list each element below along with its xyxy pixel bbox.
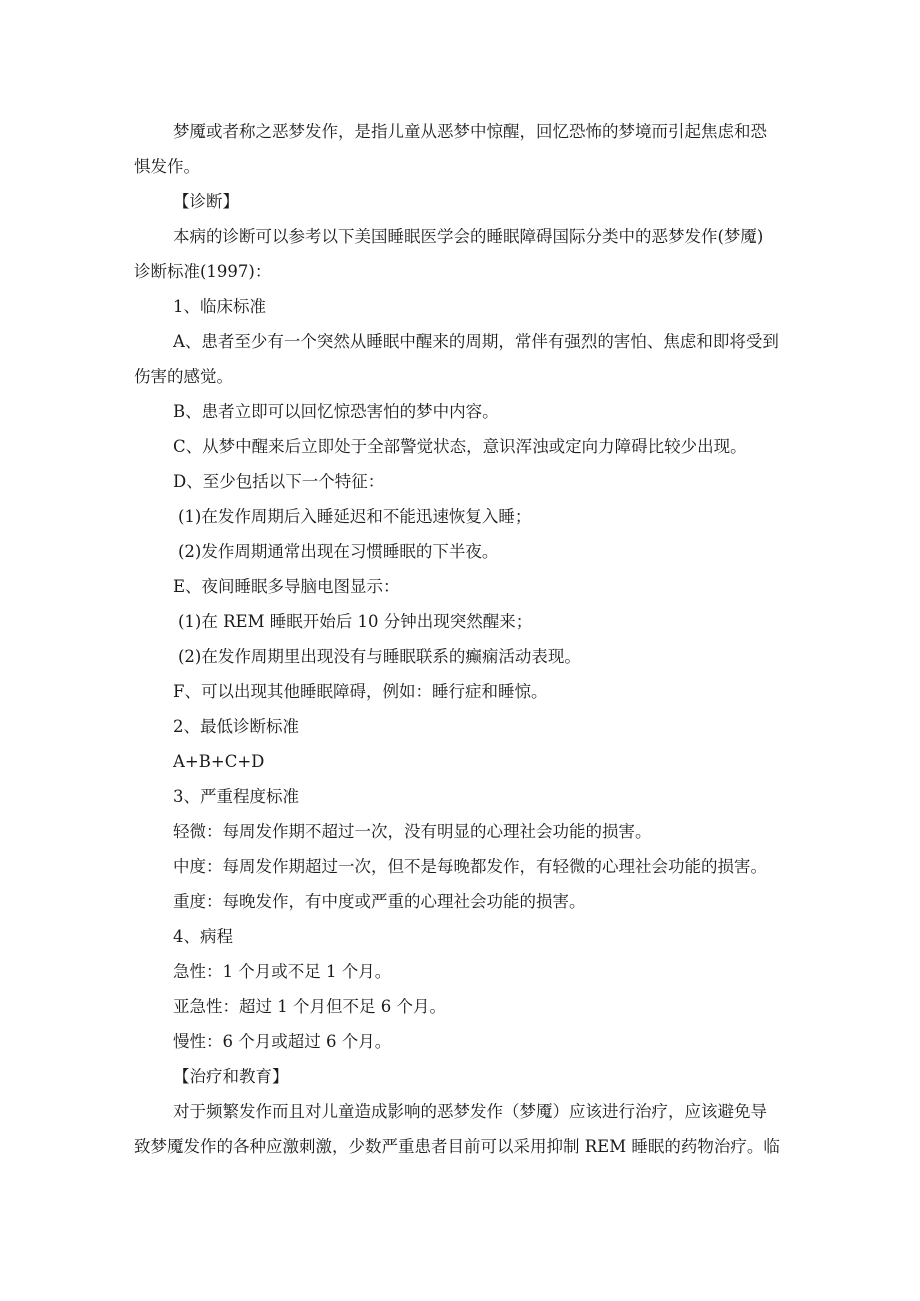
course-subacute: 亚急性：超过 1 个月但不足 6 个月。: [173, 997, 446, 1016]
intro-paragraph: [134, 114, 794, 184]
severity-mild: 轻微：每周发作期不超过一次，没有明显的心理社会功能的损害。: [173, 822, 652, 841]
treatment-paragraph: [134, 1094, 794, 1164]
criterion-e-finding-1: (1)在 REM 睡眠开始后 10 分钟出现突然醒来；: [178, 612, 533, 631]
diagnosis-intro-paragraph: [134, 219, 794, 289]
criterion-a-line-2: 伤害的感觉。: [134, 367, 233, 386]
criterion-d-feature-2: (2)发作周期通常出现在习惯睡眠的下半夜。: [178, 542, 499, 561]
criterion-b: B、患者立即可以回忆惊恐害怕的梦中内容。: [173, 402, 499, 421]
document-body: [134, 114, 794, 1164]
minimum-criteria-heading: 2、最低诊断标准: [173, 717, 299, 736]
severity-criteria-heading: 3、严重程度标准: [173, 787, 299, 806]
course-acute: 急性：1 个月或不足 1 个月。: [173, 962, 392, 981]
diagnosis-intro-line-2: 诊断标准(1997)：: [134, 262, 272, 281]
intro-line-1: 梦魇或者称之恶梦发作，是指儿童从恶梦中惊醒，回忆恐怖的梦境而引起焦虑和恐: [173, 122, 767, 141]
criterion-d: D、至少包括以下一个特征：: [173, 472, 385, 491]
criterion-f: F、可以出现其他睡眠障碍，例如：睡行症和睡惊。: [173, 682, 548, 701]
section-heading-diagnosis: 【诊断】: [173, 192, 239, 211]
clinical-criteria-heading: 1、临床标准: [173, 297, 266, 316]
section-heading-treatment: 【治疗和教育】: [173, 1067, 289, 1086]
minimum-criteria-value: A+B+C+D: [173, 752, 265, 771]
criterion-a-line-1: A、患者至少有一个突然从睡眠中醒来的周期，常伴有强烈的害怕、焦虑和即将受到: [173, 332, 779, 351]
treatment-line-2: 致梦魇发作的各种应激刺激，少数严重患者目前可以采用抑制 REM 睡眠的药物治疗。临: [134, 1137, 780, 1156]
course-heading: 4、病程: [173, 927, 233, 946]
criterion-e-finding-2: (2)在发作周期里出现没有与睡眠联系的癫痫活动表现。: [178, 647, 581, 666]
course-chronic: 慢性：6 个月或超过 6 个月。: [173, 1032, 392, 1051]
intro-line-2: 惧发作。: [134, 157, 200, 176]
criterion-c: C、从梦中醒来后立即处于全部警觉状态，意识浑浊或定向力障碍比较少出现。: [173, 437, 747, 456]
criterion-d-feature-1: (1)在发作周期后入睡延迟和不能迅速恢复入睡；: [178, 507, 532, 526]
diagnosis-intro-line-1: 本病的诊断可以参考以下美国睡眠医学会的睡眠障碍国际分类中的恶梦发作(梦魇): [173, 227, 764, 246]
criterion-e: E、夜间睡眠多导脑电图显示：: [173, 577, 400, 596]
severity-moderate: 中度：每周发作期超过一次，但不是每晚都发作，有轻微的心理社会功能的损害。: [173, 857, 767, 876]
treatment-line-1: 对于频繁发作而且对儿童造成影响的恶梦发作（梦魇）应该进行治疗，应该避免导: [173, 1102, 767, 1121]
criterion-a: [134, 324, 794, 394]
severity-severe: 重度：每晚发作，有中度或严重的心理社会功能的损害。: [173, 892, 586, 911]
